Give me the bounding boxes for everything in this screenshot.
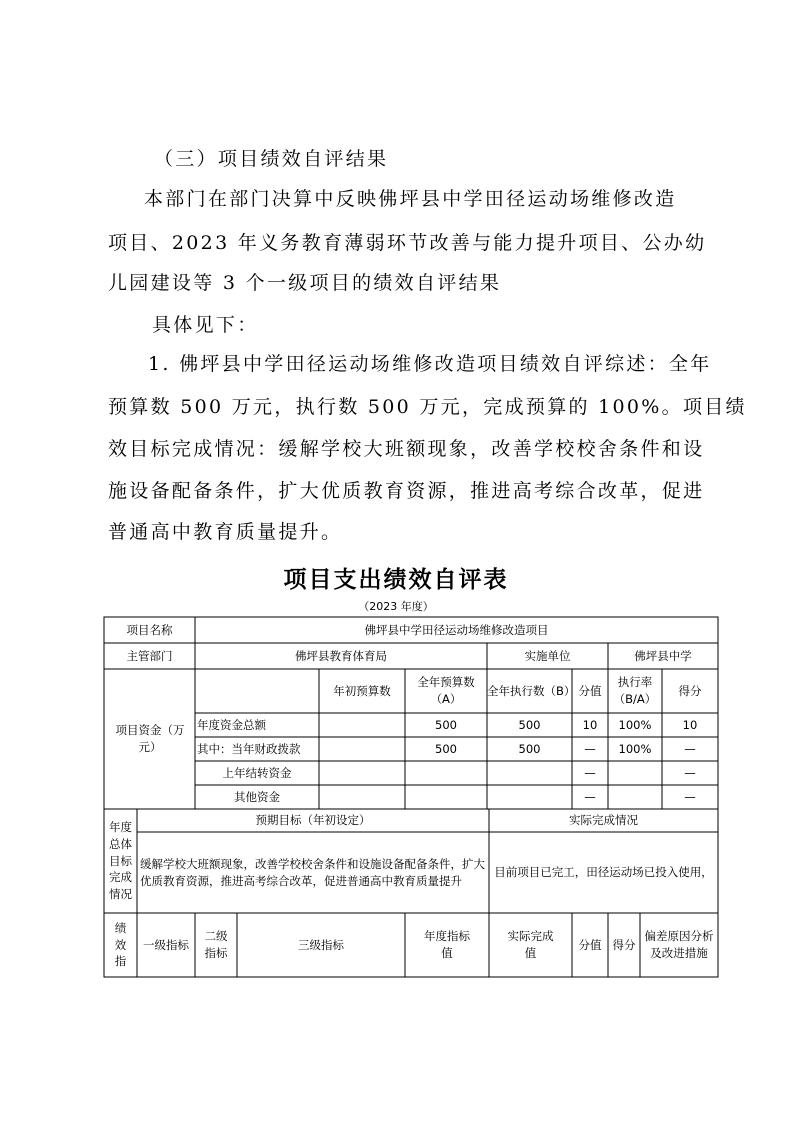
see-below: 具体见下： xyxy=(152,314,259,336)
summary-line-3: 效目标完成情况：缓解学校大班额现象，改善学校校舍条件和设 xyxy=(108,438,705,460)
table-year: （2023 年度） xyxy=(358,600,434,613)
table-title: 项目支出绩效自评表 xyxy=(283,567,509,593)
header-level2: 二级指标 xyxy=(204,929,228,960)
summary-line-4: 施设备配备条件，扩大优质教育资源，推进高考综合改革，促进 xyxy=(108,480,705,502)
summary-line-1: 1. 佛坪县中学田径运动场维修改造项目绩效自评综述：全年 xyxy=(148,353,712,375)
header-annual-target: 年度指标值 xyxy=(424,929,470,960)
fund-row-score-value: 10 xyxy=(582,717,598,732)
expected-goal-text: 缓解学校大班额现象，改善学校校舍条件和设施设备配备条件，扩大优质教育资源，推进高考综合改革，促进普通高中教育质量提升 xyxy=(140,856,485,888)
actual-text: 目前项目已完工，田径运动场已投入使用， xyxy=(494,865,713,880)
fund-row-executed: 500 xyxy=(518,741,541,756)
section-heading: （三）项目绩效自评结果 xyxy=(154,148,389,170)
funds-label: 项目资金（万元） xyxy=(115,723,185,754)
fund-row-exec-rate: 100% xyxy=(618,717,652,732)
summary-line-5: 普通高中教育质量提升。 xyxy=(108,521,343,543)
fund-row-score-value: — xyxy=(584,789,596,804)
indicator-section-label: 绩效指 xyxy=(114,920,127,969)
fund-row-annual: 500 xyxy=(435,741,457,756)
header-annual: 全年预算数（A） xyxy=(417,675,475,706)
fund-row-label: 其中：当年财政拨款 xyxy=(197,741,301,756)
fund-row-annual: 500 xyxy=(435,717,457,732)
header-score: 得分 xyxy=(678,683,702,698)
fund-row-score-value: — xyxy=(584,741,596,756)
header-level1: 一级指标 xyxy=(143,937,189,952)
expected-goal-label: 预期目标（年初设定） xyxy=(255,813,371,828)
header-executed: 全年执行数（B） xyxy=(487,683,576,698)
header-indicator-score-value: 分值 xyxy=(578,937,602,952)
intro-line-2: 项目、2023 年义务教育薄弱环节改善与能力提升项目、公办幼 xyxy=(108,232,707,254)
project-name-label: 项目名称 xyxy=(126,622,173,637)
header-actual-value: 实际完成值 xyxy=(507,929,554,960)
impl-value: 佛坪县中学 xyxy=(634,648,692,663)
header-initial: 年初预算数 xyxy=(333,683,391,698)
goal-section-label: 年度总体目标完成情况 xyxy=(109,820,132,901)
dept-label: 主管部门 xyxy=(126,648,173,663)
fund-row-score: — xyxy=(684,741,696,756)
header-indicator-score: 得分 xyxy=(612,937,636,952)
header-deviation: 偏差原因分析及改进措施 xyxy=(644,929,714,960)
header-level3: 三级指标 xyxy=(298,937,344,952)
intro-line-1: 本部门在部门决算中反映佛坪县中学田径运动场维修改造 xyxy=(144,188,677,210)
fund-row-label: 上年结转资金 xyxy=(222,765,292,780)
fund-row-score-value: — xyxy=(584,765,596,780)
actual-label: 实际完成情况 xyxy=(569,813,638,828)
fund-row-score: — xyxy=(684,789,696,804)
fund-row-score: 10 xyxy=(682,717,698,732)
intro-line-3: 儿园建设等 3 个一级项目的绩效自评结果 xyxy=(108,272,502,294)
impl-label: 实施单位 xyxy=(524,648,571,663)
header-exec-rate: 执行率（B/A） xyxy=(613,675,657,706)
header-score-value: 分值 xyxy=(578,683,602,698)
summary-line-2: 预算数 500 万元，执行数 500 万元，完成预算的 100%。项目绩 xyxy=(108,396,747,418)
fund-row-label: 其他资金 xyxy=(234,789,280,804)
fund-row-label: 年度资金总额 xyxy=(197,717,266,732)
project-name-value: 佛坪县中学田径运动场维修改造项目 xyxy=(364,622,549,637)
fund-row-executed: 500 xyxy=(518,717,541,732)
dept-value: 佛坪县教育体育局 xyxy=(295,648,387,663)
fund-row-score: — xyxy=(684,765,696,780)
fund-row-exec-rate: 100% xyxy=(618,741,652,756)
